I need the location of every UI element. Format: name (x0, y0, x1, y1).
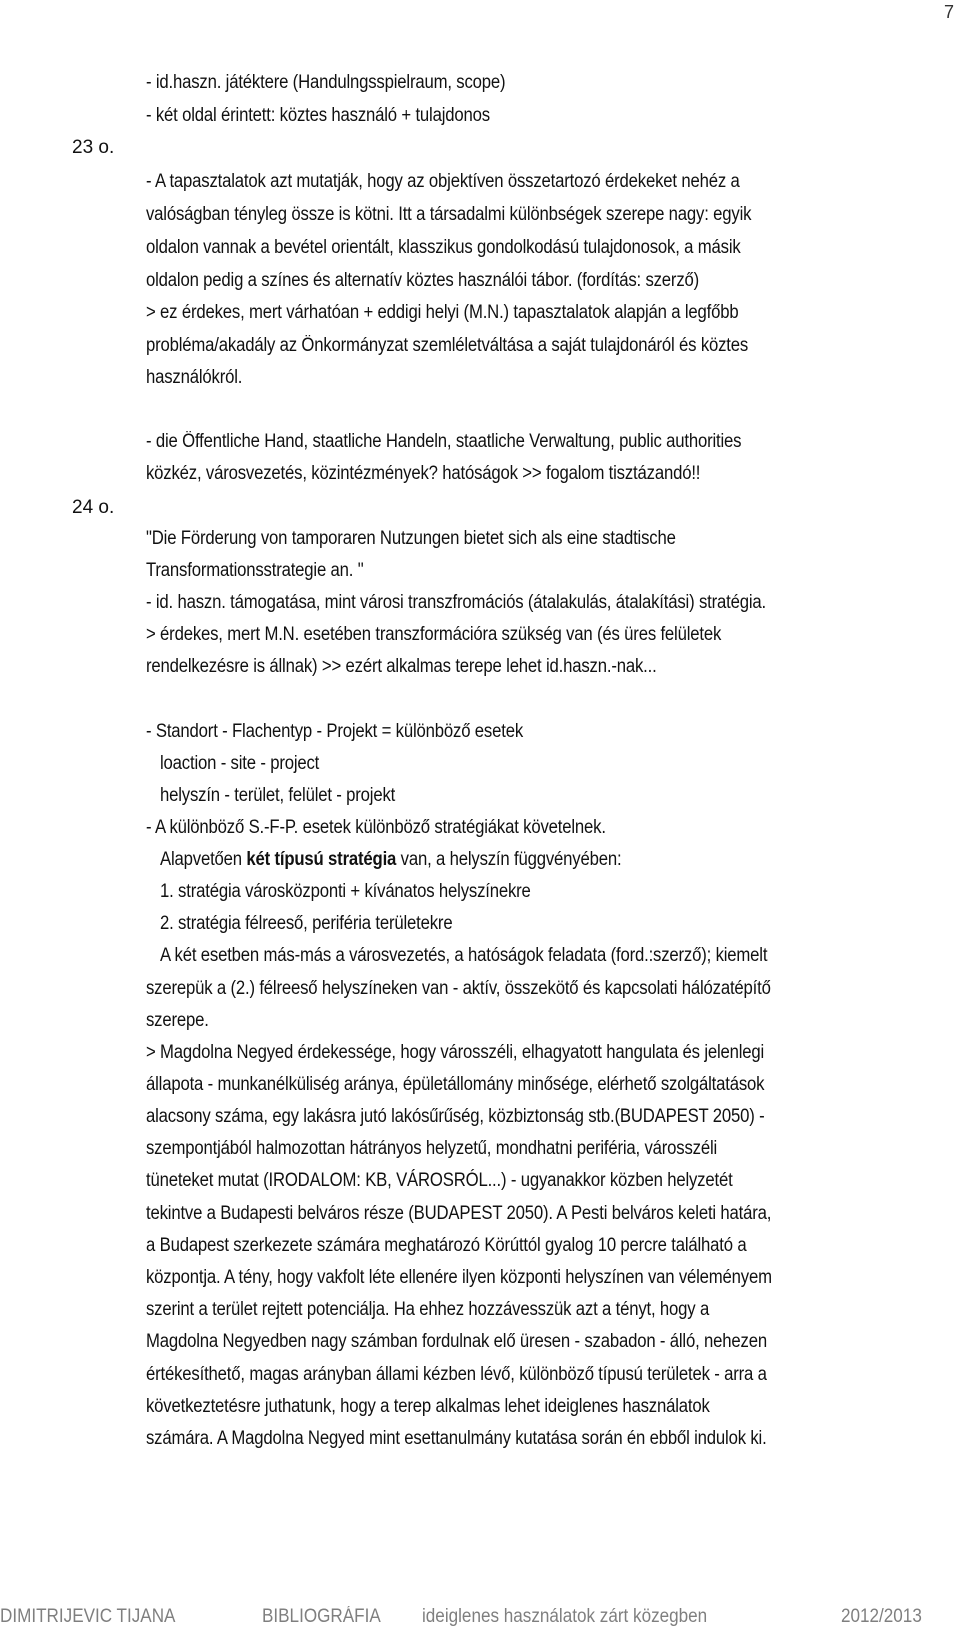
margin-ref-24: 24 o. (72, 497, 115, 518)
text-line: szerepük a (2.) félreeső helyszíneken van - aktív, összekötő és kapcsolati hálózatépítő (146, 978, 771, 999)
text-line: következtetésre juthatunk, hogy a terep alkalmas lehet ideiglenes használatok (146, 1396, 710, 1417)
text-line: szempontjából halmozottan hátrányos helyzetű, mondhatni periféria, városszéli (146, 1138, 718, 1159)
text-line: - Standort - Flachentyp - Projekt = különböző esetek (146, 721, 524, 742)
text-line: > Magdolna Negyed érdekessége, hogy városszéli, elhagyatott hangulata és jelenlegi (146, 1042, 765, 1063)
text-line: oldalon vannak a bevétel orientált, klasszikus gondolkodású tulajdonosok, a másik (146, 237, 741, 258)
text-line: > ez érdekes, mert várhatóan + eddigi helyi (M.N.) tapasztalatok alapján a legfőbb (146, 302, 739, 323)
text-line: Transformationsstrategie an. " (146, 560, 364, 581)
text-line: valóságban tényleg össze is kötni. Itt a társadalmi különbségek szerepe nagy: egyik (146, 204, 752, 225)
footer-section: BIBLIOGRÁFIA (262, 1606, 381, 1627)
text-line: Magdolna Negyedben nagy számban fordulnak elő üresen - szabadon - álló, nehezen (146, 1331, 767, 1352)
text-line: probléma/akadály az Önkormányzat szemléletváltása a saját tulajdonáról és köztes (146, 335, 749, 356)
text-line: - id.haszn. játéktere (Handulngsspielraum, scope) (146, 72, 506, 93)
text-line: - die Öffentliche Hand, staatliche Handeln, staatliche Verwaltung, public authorities (146, 431, 742, 452)
text-line: - A tapasztalatok azt mutatják, hogy az objektíven összetartozó érdekeket nehéz a (146, 171, 740, 192)
text-run: Alapvetően (160, 849, 247, 870)
text-line: értékesíthető, magas arányban állami kézben lévő, különböző típusú területek - arra a (146, 1364, 767, 1385)
bold-text: két típusú stratégia (246, 849, 397, 870)
text-line: szerint a terület rejtett potenciálja. Ha ehhez hozzávesszük azt a tényt, hogy a (146, 1299, 710, 1320)
text-line: 1. stratégia városközponti + kívánatos helyszínekre (160, 881, 531, 902)
text-line: számára. A Magdolna Negyed mint esettanulmány kutatása során én ebből indulok ki. (146, 1428, 767, 1449)
footer-topic: ideiglenes használatok zárt közegben (422, 1606, 708, 1627)
text-line: tekintve a Budapesti belváros része (BUDAPEST 2050). A Pesti belváros keleti határa, (146, 1203, 772, 1224)
text-line: "Die Förderung von tamporaren Nutzungen bietet sich als eine stadtische (146, 528, 676, 549)
text-line: rendelkezésre is állnak) >> ezért alkalmas terepe lehet id.haszn.-nak... (146, 656, 657, 677)
page-number: 7 (943, 2, 954, 22)
text-line: közkéz, városvezetés, közintézmények? hatóságok >> fogalom tisztázandó!! (146, 463, 701, 484)
text-line: - id. haszn. támogatása, mint városi transzfromációs (átalakulás, átalakítási) stratégia. (146, 592, 766, 613)
text-line: alacsony száma, egy lakásra jutó lakósűrűség, közbiztonság stb.(BUDAPEST 2050) - (146, 1106, 765, 1127)
text-line (160, 848, 684, 872)
text-line: loaction - site - project (160, 753, 320, 774)
text-line: oldalon pedig a színes és alternatív köztes használói tábor. (fordítás: szerző) (146, 270, 700, 291)
text-line: - két oldal érintett: köztes használó + tulajdonos (146, 105, 490, 126)
text-line: a Budapest szerkezete számára meghatározó Körúttól gyalog 10 percre található a (146, 1235, 747, 1256)
text-line: A két esetben más-más a városvezetés, a hatóságok feladata (ford.:szerző); kiemelt (160, 945, 768, 966)
text-line: 2. stratégia félreeső, periféria területekre (160, 913, 453, 934)
text-line: - A különböző S.-F-P. esetek különböző stratégiákat követelnek. (146, 817, 606, 838)
text-run: van, a helyszín függvényében: (396, 849, 622, 870)
footer-year: 2012/2013 (841, 1606, 922, 1627)
text-line: használókról. (146, 367, 243, 388)
text-line: > érdekes, mert M.N. esetében transzformációra szükség van (és üres felületek (146, 624, 722, 645)
text-line: tüneteket mutat (IRODALOM: KB, VÁROSRÓL...) - ugyanakkor közben helyzetét (146, 1170, 733, 1191)
page-footer (0, 1600, 960, 1631)
margin-ref-23: 23 o. (72, 137, 115, 158)
text-line: központja. A tény, hogy vakfolt léte ellenére ilyen központi helyszínen van véleményem (146, 1267, 772, 1288)
text-line: szerepe. (146, 1010, 209, 1031)
text-line: állapota - munkanélküliség aránya, épületállomány minősége, elérhető szolgáltatások (146, 1074, 765, 1095)
text-line: helyszín - terület, felület - projekt (160, 785, 396, 806)
footer-author: DIMITRIJEVIC TIJANA (0, 1606, 176, 1627)
